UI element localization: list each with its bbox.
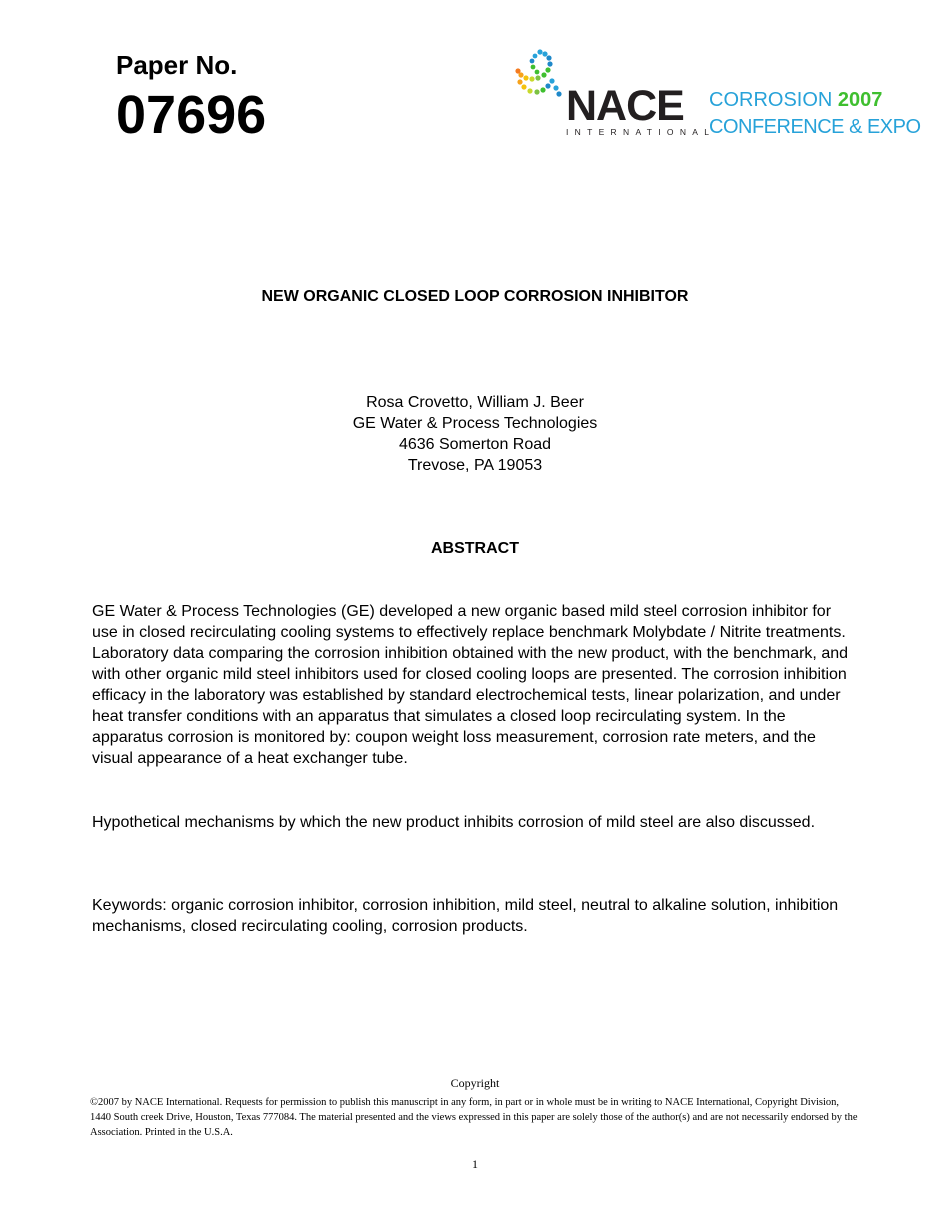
author-names: Rosa Crovetto, William J. Beer	[366, 394, 584, 411]
conference-name-line2: CONFERENCE & EXPO	[709, 116, 921, 138]
nace-swirl-logo-icon	[512, 46, 568, 102]
author-street-address: 4636 Somerton Road	[398, 436, 552, 453]
abstract-paragraph: GE Water & Process Technologies (GE) developed a new organic based mild steel corrosion inhibitor for use in closed recirculating cooling systems to effectively replace benchmark Molybdate / Nitrite treatments. Laboratory data comparing the corrosion inhibition obtained with the new product, with the benchmark, and with other organic mild steel inhibitors used for closed cooling loops are presented. The corrosion inhibition efficacy in the laboratory was established by standard electrochemical tests, linear polarization, and under heat transfer conditions with an apparatus that simulates a closed loop recirculating system. In the apparatus corrosion is monitored by: coupon weight loss measurement, corrosion rate meters, and the visual appearance of a heat exchanger tube.	[92, 603, 849, 767]
paper-number: 07696	[116, 85, 267, 145]
abstract-heading: ABSTRACT	[431, 540, 519, 557]
copyright-notice: ©2007 by NACE International. Requests for permission to publish this manuscript in any form, in part or in whole must be in writing to NACE International, Copyright Division, 1440 South creek Drive, Houston, Texas 777084. The material presented and the views expressed in this paper are solely those of the author(s) and are not necessarily endorsed by the Association. Printed in the U.S.A.	[90, 1097, 858, 1138]
nace-wordmark: NACE	[566, 82, 684, 130]
paper-number-label: Paper No.	[116, 50, 238, 80]
author-organization: GE Water & Process Technologies	[352, 415, 598, 432]
author-block	[0, 392, 950, 476]
conference-name-line1	[709, 89, 882, 111]
paper-title: NEW ORGANIC CLOSED LOOP CORROSION INHIBITOR	[261, 288, 689, 305]
author-city-state: Trevose, PA 19053	[407, 457, 543, 474]
nace-corrosion-2007-logo	[512, 46, 921, 140]
abstract-mechanisms-paragraph: Hypothetical mechanisms by which the new product inhibits corrosion of mild steel are also discussed.	[92, 814, 816, 831]
international-wordmark: INTERNATIONAL	[566, 127, 716, 137]
copyright-heading: Copyright	[450, 1076, 500, 1090]
page-number: 1	[472, 1157, 478, 1171]
keywords-paragraph: Keywords: organic corrosion inhibitor, corrosion inhibition, mild steel, neutral to alkaline solution, inhibition mechanisms, closed recirculating cooling, corrosion products.	[92, 897, 839, 935]
conference-year: 2007	[837, 89, 883, 111]
conference-name-text: CORROSION	[709, 89, 838, 111]
